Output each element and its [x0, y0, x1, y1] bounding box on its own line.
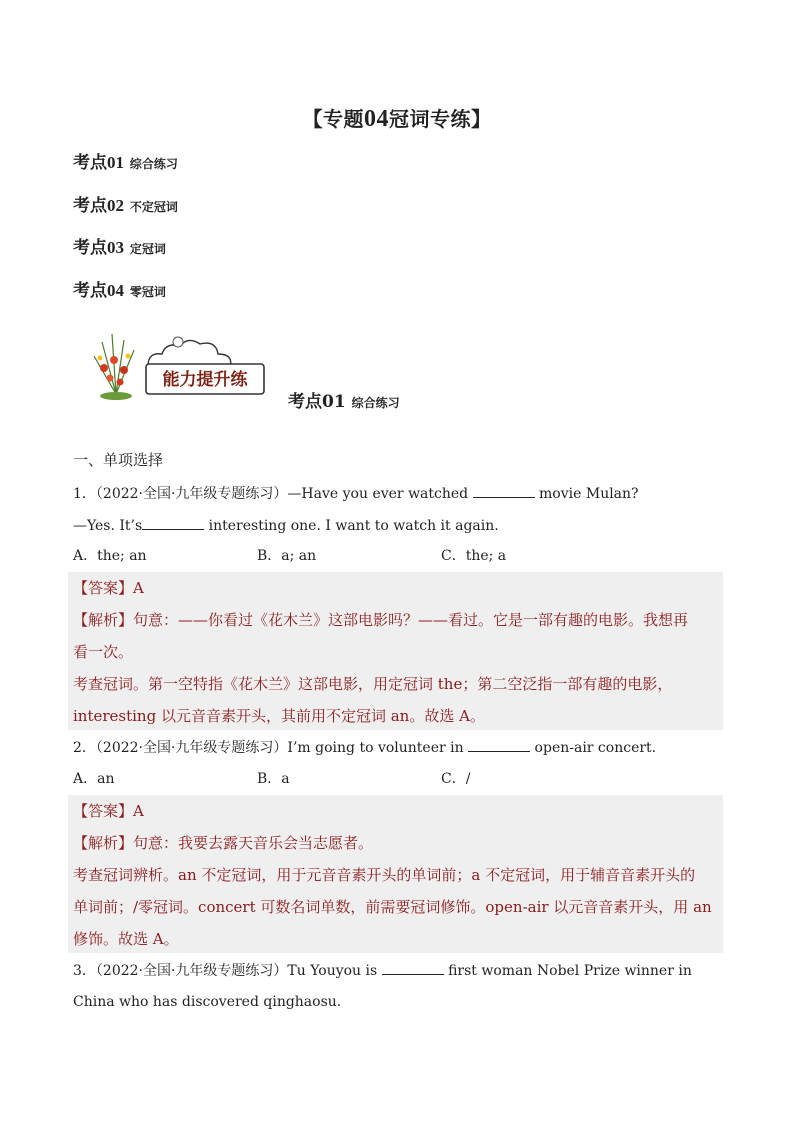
explanation-line: 修饰。故选 A。 — [73, 930, 179, 948]
section-heading: 一、单项选择 — [73, 451, 164, 469]
flower-icon — [94, 334, 134, 400]
toc-item: 考点01 综合练习 — [73, 153, 178, 173]
option-c: C．the; a — [441, 548, 507, 564]
explanation-line: interesting 以元音音素开头，其前用不定冠词 an。故选 A。 — [73, 707, 485, 725]
question-1-line2: —Yes. It’s interesting one. I want to watch it again. — [73, 515, 499, 536]
ability-banner — [88, 330, 268, 402]
explanation-line: 考查冠词辨析。an 不定冠词，用于元音音素开头的单词前；a 不定冠词，用于辅音音素开头的 — [73, 866, 696, 884]
option-a: A．an — [73, 771, 115, 787]
question-3-line2: China who has discovered qinghaosu. — [73, 994, 342, 1010]
toc-item: 考点03 定冠词 — [73, 238, 166, 258]
option-a: A．the; an — [73, 548, 147, 564]
toc-item: 考点04 零冠词 — [73, 281, 166, 301]
section-label: 考点01 综合练习 — [288, 392, 400, 412]
explanation-line: 【解析】句意：——你看过《花木兰》这部电影吗？——看过。它是一部有趣的电影。我想再 — [73, 611, 689, 629]
toc-item: 考点02 不定冠词 — [73, 196, 178, 216]
answer: 【答案】A — [73, 579, 144, 597]
question-1: 1．（2022·全国·九年级专题练习）—Have you ever watched movie Mulan? — [73, 483, 639, 504]
explanation-line: 【解析】句意：我要去露天音乐会当志愿者。 — [73, 834, 374, 852]
option-b: B．a; an — [257, 548, 317, 564]
explanation-line: 单词前；/零冠词。concert 可数名词单数，前需要冠词修饰。open-air 以元音音素开头，用 an — [73, 898, 712, 916]
explanation-line: 考查冠词。第一空特指《花木兰》这部电影，用定冠词 the；第二空泛指一部有趣的电影， — [73, 675, 673, 693]
option-c: C．/ — [441, 771, 471, 787]
svg-text:能力提升练: 能力提升练 — [162, 370, 248, 390]
option-b: B．a — [257, 771, 290, 787]
question-2: 2．（2022·全国·九年级专题练习）I’m going to volunteer in open-air concert. — [73, 737, 656, 758]
page-title: 【专题04冠词专练】 — [302, 106, 492, 132]
answer: 【答案】A — [73, 802, 144, 820]
explanation-line: 看一次。 — [73, 643, 134, 661]
question-3: 3．（2022·全国·九年级专题练习）Tu Youyou is first woman Nobel Prize winner in — [73, 960, 692, 981]
